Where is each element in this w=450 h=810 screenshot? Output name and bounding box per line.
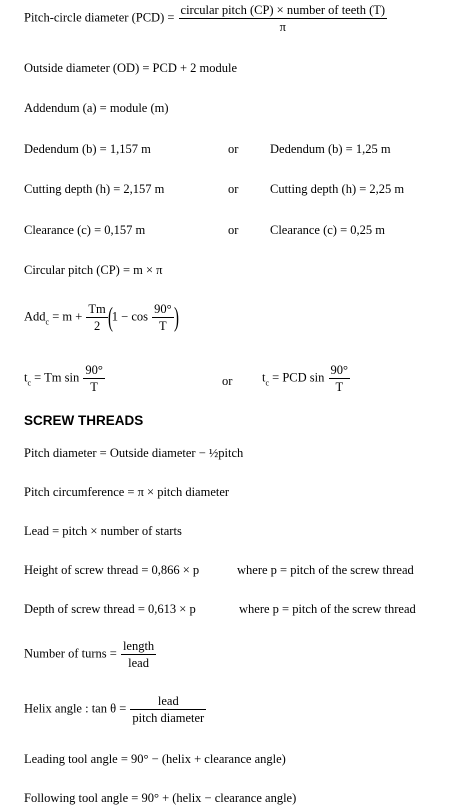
thread-depth-note: where p = pitch of the screw thread [239,602,416,616]
thread-depth-formula: Depth of screw thread = 0,613 × p [24,602,196,616]
or-label: or [228,142,239,156]
leading-tool-angle-formula: Leading tool angle = 90° − (helix + clearance angle) [24,752,286,766]
helix-fraction [130,695,206,724]
helix-denominator: pitch diameter [132,710,205,725]
tc-a-fraction [83,364,105,393]
turns-denominator: lead [128,655,149,670]
dedendum-formula-a: Dedendum (b) = 1,157 m [24,142,151,156]
cutting-depth-formula-a: Cutting depth (h) = 2,157 m [24,182,165,196]
tc-a-numerator: 90° [85,363,103,377]
turns-fraction [121,640,156,669]
addc-f2-denominator: T [159,318,167,333]
helix-angle-formula [24,695,207,724]
tc-a-lhs: t [24,370,28,385]
pcd-denominator: π [279,19,286,34]
lead-formula: Lead = pitch × number of starts [24,524,182,538]
pcd-numerator: circular pitch (CP) × number of teeth (T) [180,3,386,17]
tc-formula-b [262,364,351,393]
close-paren: ) [173,302,179,332]
addc-fraction-1 [86,303,107,332]
tc-formula-a [24,364,106,393]
tc-a-subscript: c [27,378,32,388]
tc-b-lhs: t [262,370,266,385]
od-formula: Outside diameter (OD) = PCD + 2 module [24,61,238,75]
or-label: or [222,374,233,388]
addendum-formula: Addendum (a) = module (m) [24,101,169,115]
tc-b-fraction [329,364,351,393]
tc-b-subscript: c [265,378,270,388]
thread-height-formula: Height of screw thread = 0,866 × p [24,563,200,577]
addc-eq: = m + [49,309,83,324]
tc-b-numerator: 90° [330,363,349,377]
turns-numerator: length [122,639,155,653]
addc-f1-numerator: Tm [88,302,106,316]
cutting-depth-formula-b: Cutting depth (h) = 2,25 m [270,182,405,196]
circular-pitch-formula: Circular pitch (CP) = m × π [24,263,163,277]
pcd-lhs: Pitch-circle diameter (PCD) = [24,10,175,25]
dedendum-formula-b: Dedendum (b) = 1,25 m [270,142,391,156]
or-label: or [228,182,239,196]
pcd-formula [24,4,388,33]
tc-a-eq: = Tm sin [31,370,80,385]
helix-numerator: lead [130,695,206,710]
pitch-diameter-formula: Pitch diameter = Outside diameter − ½pitch [24,446,244,460]
thread-height-note: where p = pitch of the screw thread [237,563,414,577]
addc-fraction-2 [152,303,174,332]
addc-f2-numerator: 90° [154,302,172,316]
turns-lhs: Number of turns = [24,646,117,661]
number-of-turns-formula [24,640,157,669]
addc-f1-denominator: 2 [93,318,101,333]
tc-a-denominator: T [90,379,98,394]
following-tool-angle-formula: Following tool angle = 90° + (helix − clearance angle) [24,791,297,805]
open-paren: ( [107,302,113,332]
pcd-fraction [179,4,388,33]
clearance-formula-a: Clearance (c) = 0,157 m [24,223,146,237]
clearance-formula-b: Clearance (c) = 0,25 m [270,223,385,237]
section-heading: SCREW THREADS [24,413,144,428]
pitch-circumference-formula: Pitch circumference = π × pitch diameter [24,485,230,499]
tc-b-denominator: T [335,379,344,394]
or-label: or [228,223,239,237]
tc-b-eq: = PCD sin [269,370,325,385]
helix-lhs: Helix angle : tan θ = [24,701,127,716]
addc-subscript: c [45,317,50,327]
addc-lhs: Add [24,309,46,324]
addc-formula [24,303,178,332]
addc-one-cos: 1 − cos [111,309,148,324]
